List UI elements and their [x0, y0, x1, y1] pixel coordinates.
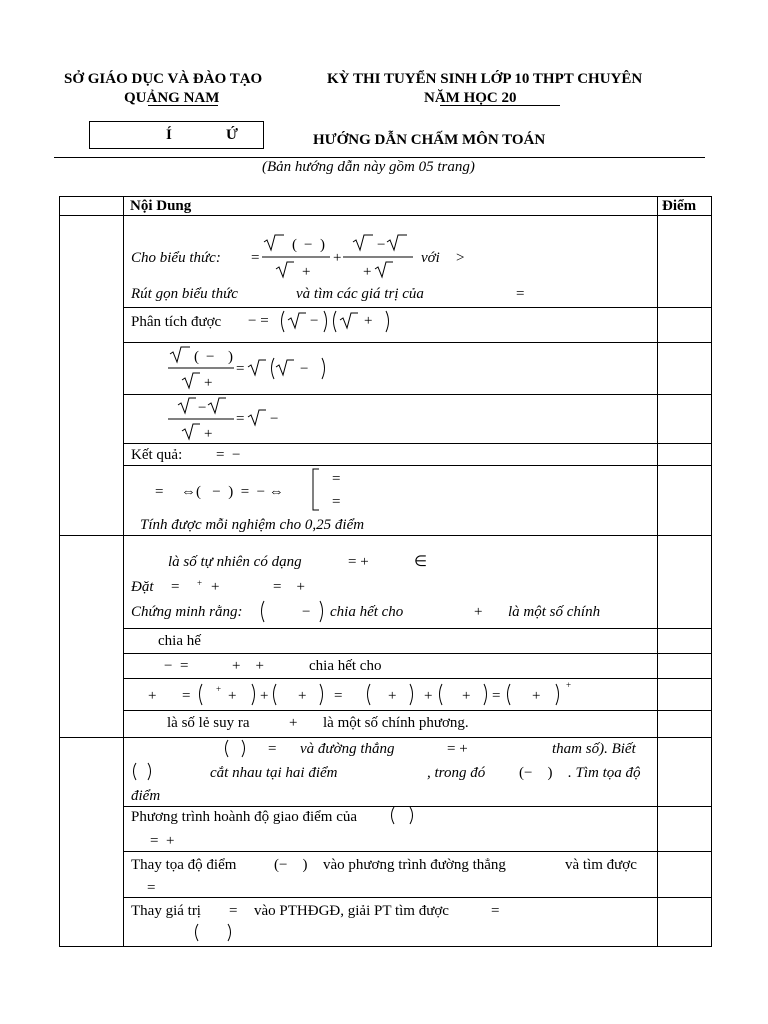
svg-text:=: = [236, 411, 245, 427]
math-symbol: = [516, 286, 525, 302]
svg-text:−: − [304, 237, 313, 253]
row-divider [123, 710, 711, 711]
result-label: Kết quả: [131, 447, 183, 463]
svg-text:=: = [182, 688, 191, 704]
row-divider [123, 678, 711, 679]
problem-2-line-3: Chứng minh rằng: [131, 604, 243, 620]
math-symbol: = [268, 741, 277, 757]
condition-label: với [421, 250, 440, 266]
math-symbol: = [251, 250, 260, 266]
simplification-expression [168, 397, 298, 443]
svg-text:−: − [377, 237, 386, 253]
solution-step-divisible-2: chia hết cho [309, 658, 382, 674]
svg-text:=: = [492, 688, 501, 704]
box-glyph-1: Í [166, 127, 172, 143]
svg-text:+: + [216, 684, 222, 694]
problem-3-line-2c: . Tìm tọa độ [568, 765, 641, 781]
simplification-expression [168, 346, 338, 392]
svg-text:−: − [300, 361, 309, 377]
math-symbol: ⇔( − ) = − ⇔ [181, 484, 284, 500]
problem-1-task: Rút gọn biểu thức [131, 286, 238, 302]
math-symbol: = + [150, 833, 175, 849]
year-underline [440, 105, 560, 106]
svg-text:(: ( [194, 349, 199, 365]
problem-3-line-2b: , trong đó [427, 765, 486, 781]
svg-text:+: + [363, 264, 372, 280]
section-divider-1 [59, 535, 711, 536]
fraction-expression [262, 234, 332, 284]
math-symbol: (− ) [519, 765, 553, 781]
math-symbol: = [155, 484, 164, 500]
svg-text:+: + [228, 688, 237, 704]
substitute-point-step-3: và tìm được [565, 857, 637, 873]
row-divider [123, 851, 711, 852]
row-divider [123, 342, 711, 343]
row-divider [123, 653, 711, 654]
score-column-header: Điểm [662, 198, 697, 214]
problem-3-line-1b: tham số). Biết [552, 741, 636, 757]
svg-text:+: + [260, 688, 269, 704]
problem-2-line-1: là số tự nhiên có dạng [168, 554, 302, 570]
svg-text:−: − [206, 349, 215, 365]
svg-text:−: − [302, 604, 311, 620]
svg-text:+: + [364, 313, 373, 329]
province-underline [148, 105, 218, 106]
math-symbol: = [491, 903, 500, 919]
math-symbol: (− ) [274, 857, 308, 873]
row-divider [123, 897, 711, 898]
province-name: QUẢNG NAM [124, 90, 220, 106]
problem-1-task-cont: và tìm các giá trị của [296, 286, 424, 302]
math-symbol: = [332, 494, 341, 510]
math-symbol: ∈ [414, 554, 428, 570]
math-symbol: + + [232, 658, 264, 674]
math-symbol: − = [164, 658, 189, 674]
row-divider [123, 628, 711, 629]
svg-text:+: + [302, 264, 311, 280]
problem-3-line-2: cắt nhau tại hai điểm [210, 765, 338, 781]
svg-text:+: + [204, 426, 213, 442]
problem-2-line-3c: là một số chính [508, 604, 601, 620]
scoring-note: Tính được mỗi nghiệm cho 0,25 điểm [140, 517, 365, 533]
problem-2-line-3b: chia hết cho [330, 604, 404, 620]
svg-text:+: + [462, 688, 471, 704]
factorization-expression [248, 308, 408, 338]
row-divider [123, 307, 711, 308]
row-divider [123, 394, 711, 395]
math-symbol: = [229, 903, 238, 919]
parenthesized-expression [258, 599, 330, 625]
official-box [89, 121, 264, 149]
substitute-value-step: Thay giá trị [131, 903, 201, 919]
svg-text:−: − [310, 313, 319, 329]
math-symbol: = [332, 471, 341, 487]
svg-text:+: + [532, 688, 541, 704]
math-symbol: + [211, 579, 220, 595]
svg-text:+: + [298, 688, 307, 704]
parenthesized-expression [190, 922, 236, 944]
department-name: SỞ GIÁO DỤC VÀ ĐÀO TẠO [64, 71, 263, 87]
header-row-divider [59, 215, 711, 216]
intersection-equation-step: Phương trình hoành độ giao điểm của [131, 809, 358, 825]
problem-2-line-2: Đặt [131, 579, 154, 595]
math-symbol: = [147, 880, 156, 896]
math-symbol: = − [216, 447, 241, 463]
svg-text:=: = [236, 361, 245, 377]
svg-text:(: ( [292, 237, 297, 253]
problem-1-prompt: Cho biểu thức: [131, 250, 221, 266]
math-symbol: = [171, 579, 180, 595]
svg-text:): ) [320, 237, 325, 253]
row-divider [123, 465, 711, 466]
table-border-right [711, 196, 712, 947]
svg-text:− =: − = [248, 313, 269, 329]
parenthesized-expression [222, 738, 262, 760]
table-border-left [59, 196, 60, 947]
section-divider-2 [59, 737, 711, 738]
conclusion-square: là một số chính phương. [323, 715, 469, 731]
problem-3-line-1: và đường thẳng [300, 741, 395, 757]
math-symbol: + [474, 604, 483, 620]
problem-3-line-3: điểm [131, 788, 161, 804]
svg-text:=: = [334, 688, 343, 704]
solution-step-factor: Phân tích được [131, 314, 222, 330]
math-symbol: + [333, 250, 342, 266]
substitute-value-step-2: vào PTHĐGĐ, giải PT tìm được [254, 903, 449, 919]
column-divider-2 [657, 196, 658, 947]
math-symbol: = + [273, 579, 305, 595]
svg-text:+: + [388, 688, 397, 704]
svg-text:+: + [424, 688, 433, 704]
solution-step-divisible: chia hế [158, 633, 201, 649]
exam-name: KỲ THI TUYỂN SINH LỚP 10 THPT CHUYÊN [327, 71, 643, 87]
column-divider-1 [123, 196, 124, 947]
table-border-bottom [59, 946, 711, 947]
parenthesized-expression [388, 805, 418, 827]
svg-text:+: + [566, 680, 572, 690]
svg-text:+: + [204, 375, 213, 391]
svg-text:+: + [148, 688, 157, 704]
page-count-note: (Bản hướng dẫn này gồm 05 trang) [262, 159, 475, 175]
substitute-point-step: Thay tọa độ điểm [131, 857, 237, 873]
conclusion-odd: là số lẻ suy ra [167, 715, 250, 731]
svg-text:): ) [228, 349, 233, 365]
fraction-expression [343, 234, 413, 284]
document-title: HƯỚNG DẪN CHẤM MÔN TOÁN [313, 132, 546, 148]
substitute-point-step-2: vào phương trình đường thẳng [323, 857, 506, 873]
svg-text:−: − [270, 411, 279, 427]
math-symbol: > [456, 250, 465, 266]
case-bracket [311, 468, 331, 512]
square-expansion-expression [148, 680, 588, 708]
svg-text:−: − [198, 400, 207, 416]
school-year: NĂM HỌC 20 [424, 90, 517, 106]
math-symbol: = + [447, 741, 468, 757]
math-symbol: + [197, 578, 203, 588]
math-symbol: + [289, 715, 298, 731]
content-column-header: Nội Dung [130, 198, 192, 214]
row-divider [123, 443, 711, 444]
box-glyph-2: Ứ [226, 127, 238, 143]
math-symbol: = + [348, 554, 369, 570]
parenthesized-expression [130, 761, 154, 783]
